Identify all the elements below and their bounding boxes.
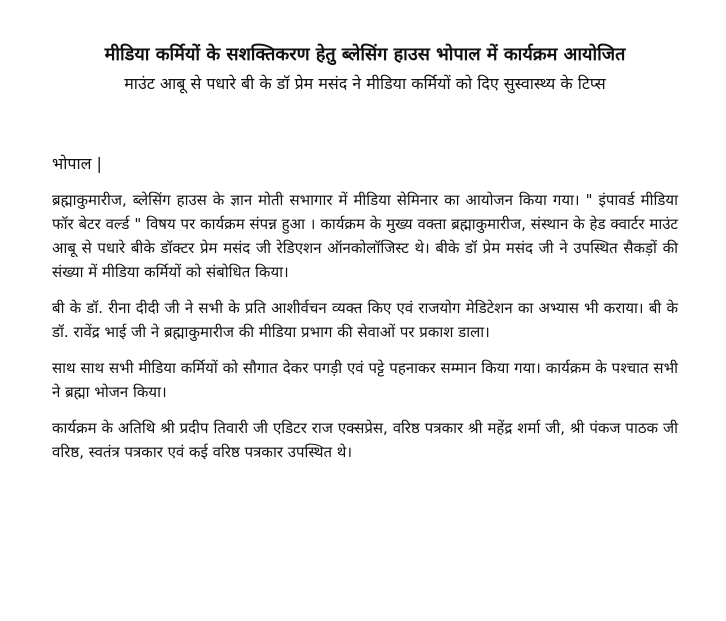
article-dateline: भोपाल |: [52, 154, 102, 173]
article-paragraph: ब्रह्माकुमारीज, ब्लेसिंग हाउस के ज्ञान मोती सभागार में मीडिया सेमिनार का आयोजन किया गया। " इंपावर्ड मीडिया फॉर बेटर वर्ल्ड " विषय पर कार्यक्रम संपन्न हुआ । कार्यक्रम के मुख्य वक्ता ब्रह्माकुमारीज, संस्थान के हेड क्वार्टर माउंट आबू से पधारे बीके डॉक्टर प्रेम मसंद जी रेडिएशन ऑनकोलॉजिस्ट थे। बीके डॉ प्रेम मसंद जी ने उपस्थित सैकड़ों की संख्या में मीडिया कर्मियों को संबोधित किया।: [52, 191, 678, 281]
article-paragraph: बी के डॉ. रीना दीदी जी ने सभी के प्रति आशीर्वचन व्यक्त किए एवं राजयोग मेडिटेशन का अभ्यास भी कराया। बी के डॉ. रावेंद्र भाई जी ने ब्रह्माकुमारीज की मीडिया प्रभाग की सेवाओं पर प्रकाश डाला।: [52, 299, 678, 341]
article-headline: मीडिया कर्मियों के सशक्तिकरण हेतु ब्लेसिंग हाउस भोपाल में कार्यक्रम आयोजित: [104, 44, 626, 65]
article-paragraph: कार्यक्रम के अतिथि श्री प्रदीप तिवारी जी एडिटर राज एक्सप्रेस, वरिष्ठ पत्रकार श्री महेंद्र शर्मा जी, श्री पंकज पाठक जी वरिष्ठ, स्वतंत्र पत्रकार एवं कई वरिष्ठ पत्रकार उपस्थित थे।: [52, 419, 678, 461]
article-paragraph: साथ साथ सभी मीडिया कर्मियों को सौगात देकर पगड़ी एवं पट्टे पहनाकर सम्मान किया गया। कार्यक्रम के पश्चात सभी ने ब्रह्मा भोजन किया।: [52, 359, 678, 401]
article-subheadline: माउंट आबू से पधारे बी के डॉ प्रेम मसंद ने मीडिया कर्मियों को दिए सुस्वास्थ्य के टिप्स: [124, 74, 606, 93]
